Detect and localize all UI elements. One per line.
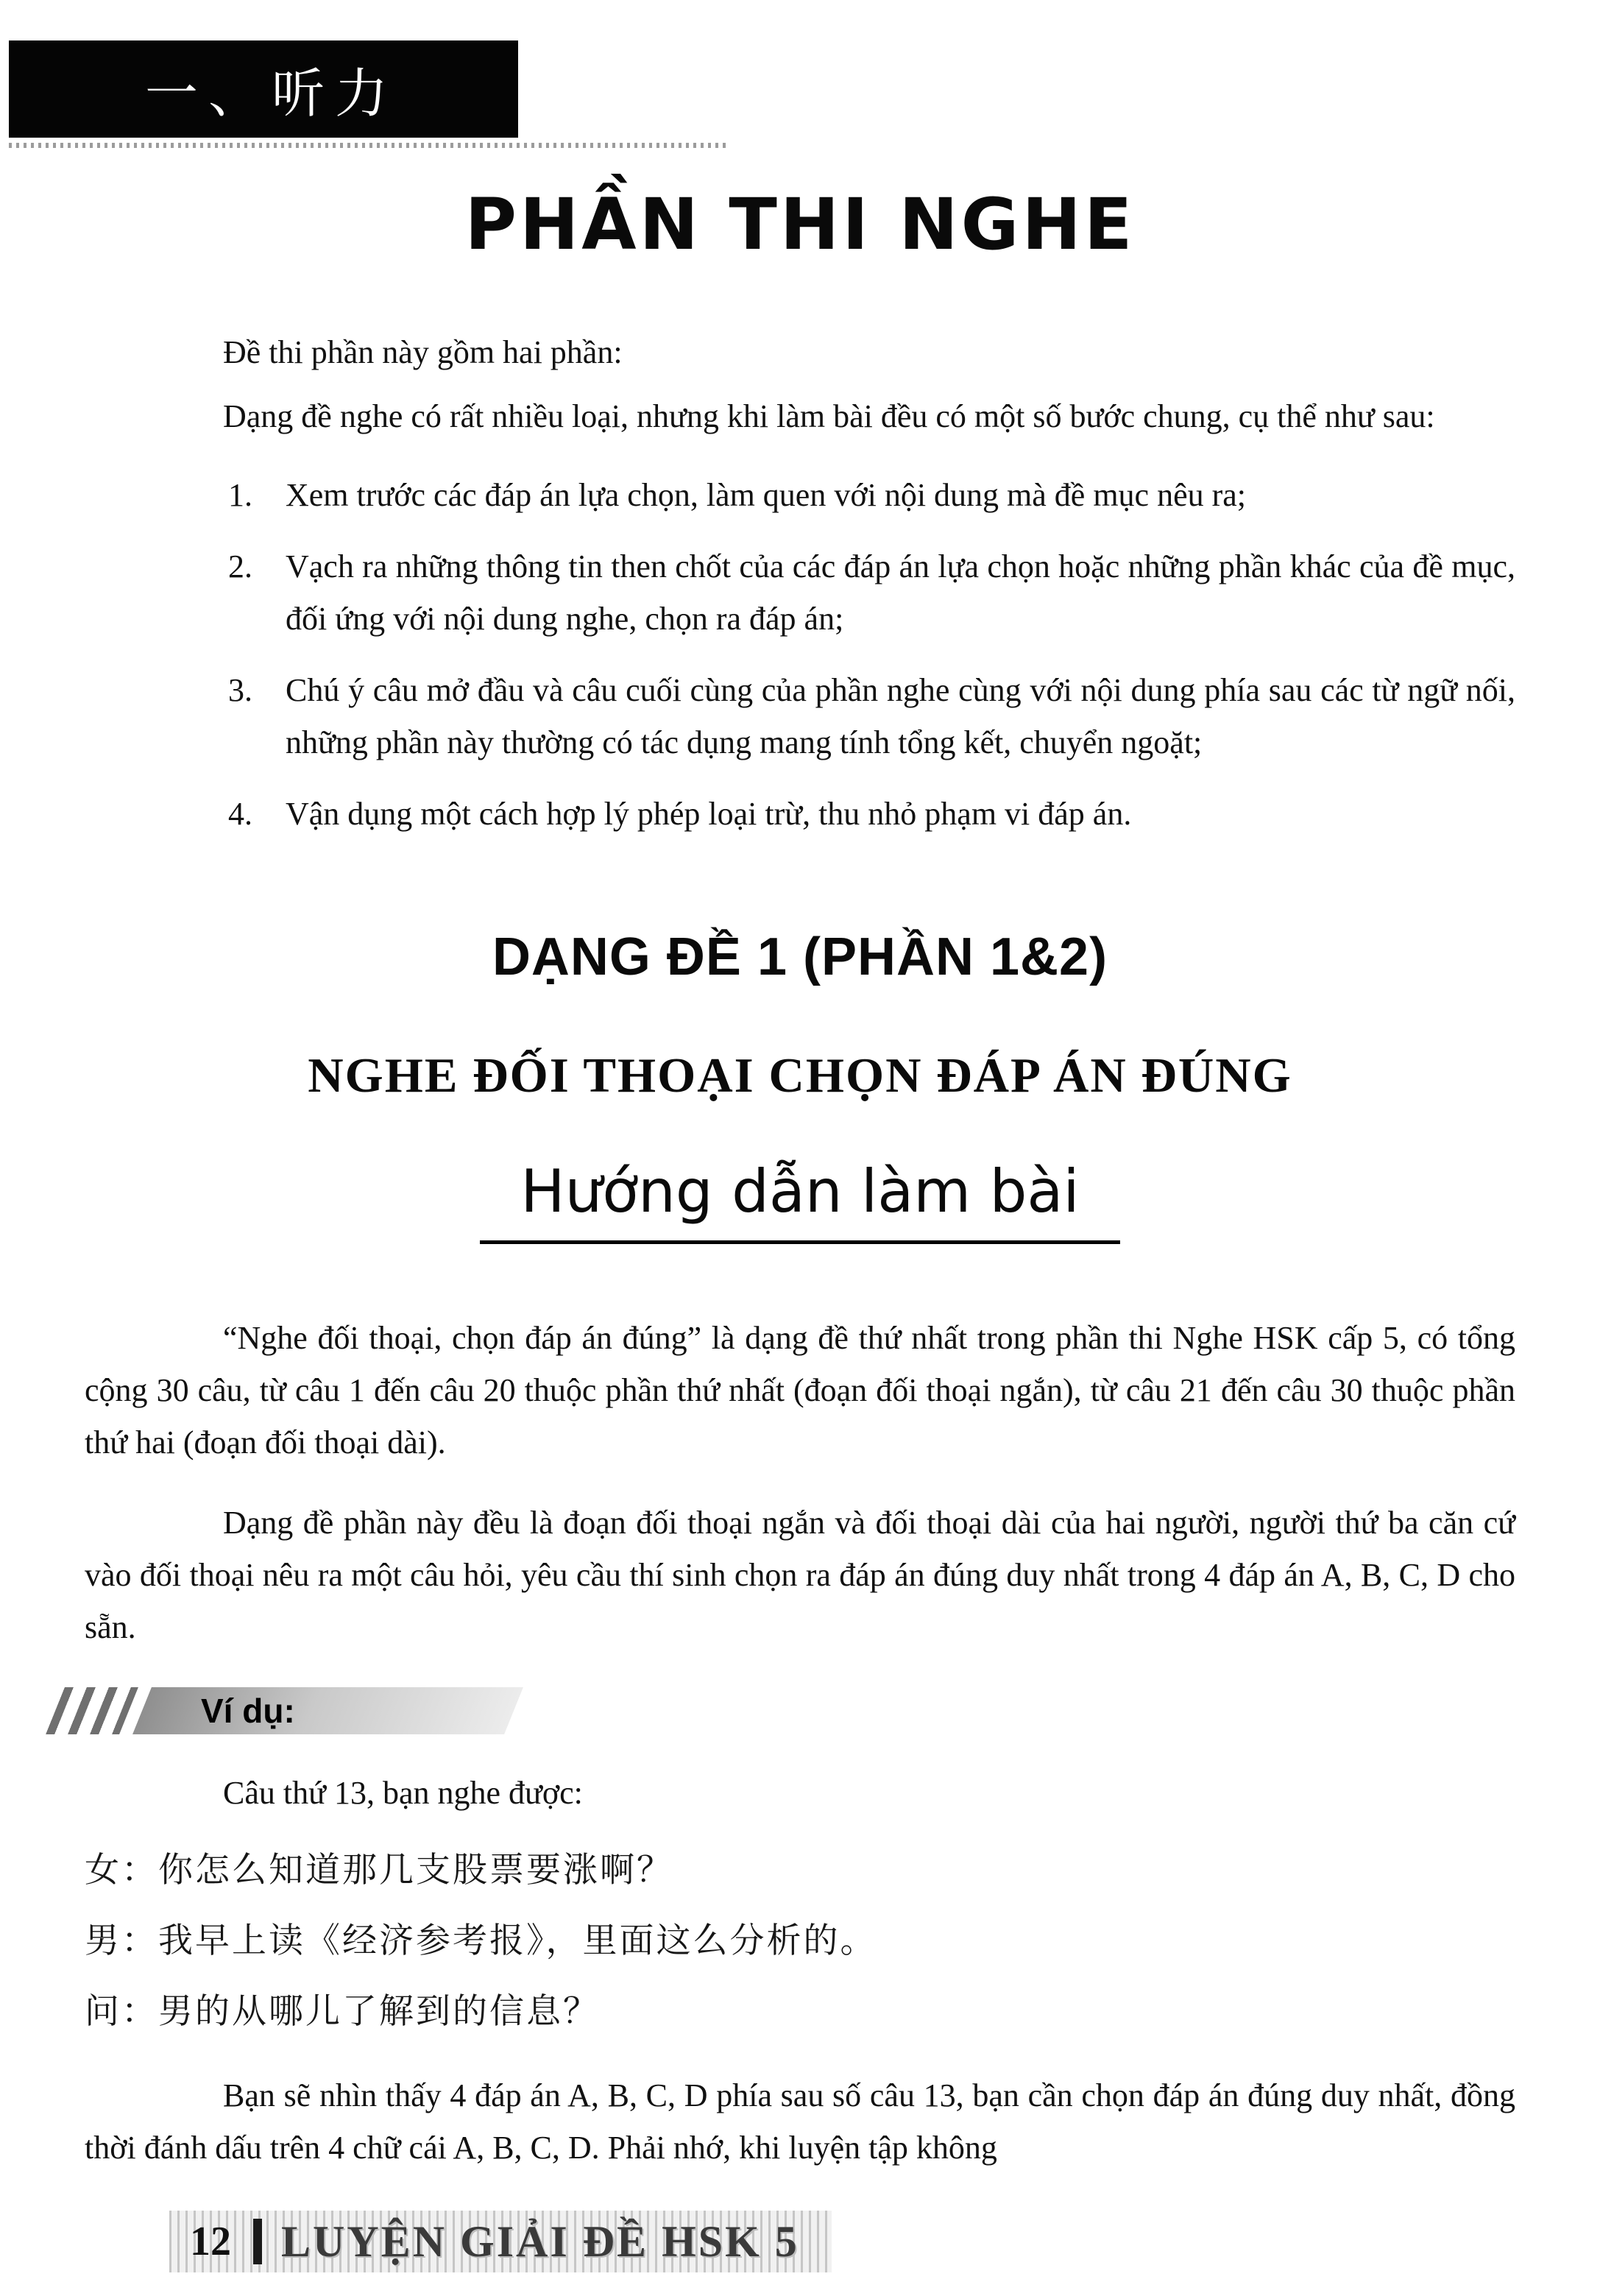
list-item: [228, 664, 1515, 769]
intro-paragraph-2: Dạng đề nghe có rất nhiều loại, nhưng khi làm bài đều có một số bước chung, cụ thể như sau:: [223, 398, 1435, 434]
step-text: Xem trước các đáp án lựa chọn, làm quen với nội dung mà đề mục nêu ra;: [286, 477, 1247, 513]
dotted-rule: [9, 143, 726, 148]
footer-divider: [253, 2219, 262, 2264]
page-content: [0, 326, 1600, 2174]
section-heading-guide-wrap: [85, 1157, 1515, 1244]
example-note: Bạn sẽ nhìn thấy 4 đáp án A, B, C, D phía sau số câu 13, bạn cần chọn đáp án đúng duy nhất, đồng thời đánh dấu trên 4 chữ cái A, B, C, D. Phải nhớ, khi luyện tập không: [85, 2077, 1515, 2166]
body-paragraph-2: Dạng đề phần này đều là đoạn đối thoại ngắn và đối thoại dài của hai người, người thứ ba căn cứ vào đối thoại nêu ra một câu hỏi, yêu cầu thí sinh chọn ra đáp án đúng duy nhất trong 4 đáp án A, B, C, D cho sẵn.: [85, 1505, 1515, 1645]
page-footer: [169, 2211, 832, 2272]
example-label-band: [132, 1687, 523, 1734]
chapter-header-bar: [9, 40, 518, 138]
intro-paragraph-1: Đề thi phần này gồm hai phần:: [223, 334, 623, 370]
step-text: Vận dụng một cách hợp lý phép loại trừ, thu nhỏ phạm vi đáp án.: [286, 796, 1132, 832]
section-heading-name: NGHE ĐỐI THOẠI CHỌN ĐÁP ÁN ĐÚNG: [308, 1048, 1292, 1103]
page-number: 12: [190, 2219, 231, 2264]
step-number: 2.: [228, 548, 252, 584]
steps-list: [228, 469, 1515, 840]
example-dialogue: [85, 1835, 1515, 2047]
diagonal-stripes-decoration: [46, 1687, 138, 1734]
step-text: Chú ý câu mở đầu và câu cuối cùng của phần nghe cùng với nội dung phía sau các từ ngữ nối, những phần này thường có tác dụng mang tính tổng kết, chuyển ngoặt;: [286, 672, 1515, 760]
example-label-row: [55, 1687, 1515, 1734]
body-paragraph-1: “Nghe đối thoại, chọn đáp án đúng” là dạng đề thứ nhất trong phần thi Nghe HSK cấp 5, có tổng cộng 30 câu, từ câu 1 đến câu 20 thuộc phần thứ nhất (đoạn đối thoại ngắn), từ câu 21 đến câu 30 thuộc phần thứ hai (đoạn đối thoại dài).: [85, 1320, 1515, 1460]
list-item: [228, 540, 1515, 645]
list-item: [228, 788, 1515, 840]
step-number: 4.: [228, 796, 252, 832]
step-number: 1.: [228, 477, 252, 513]
chapter-label: 一、听力: [145, 65, 399, 124]
dialogue-line-woman: 女：你怎么知道那几支股票要涨啊？: [85, 1851, 673, 1890]
dialogue-line-man: 男：我早上读《经济参考报》，里面这么分析的。: [85, 1922, 877, 1960]
footer-inner: [169, 2211, 832, 2272]
example-intro: Câu thứ 13, bạn nghe được:: [223, 1775, 583, 1811]
list-item: [228, 469, 1515, 521]
step-number: 3.: [228, 672, 252, 708]
example-label: Ví dụ:: [201, 1692, 295, 1730]
dialogue-line-question: 问：男的从哪儿了解到的信息？: [85, 1993, 600, 2031]
page-title: PHẦN THI NGHE: [464, 183, 1136, 266]
step-text: Vạch ra những thông tin then chốt của các đáp án lựa chọn hoặc những phần khác của đề mục, đối ứng với nội dung nghe, chọn ra đáp án;: [286, 548, 1515, 637]
section-heading-guide: Hướng dẫn làm bài: [480, 1157, 1119, 1244]
section-heading-type: DẠNG ĐỀ 1 (PHẦN 1&2): [492, 928, 1108, 986]
chapter-header-row: [0, 40, 1600, 138]
book-title: LUYỆN GIẢI ĐỀ HSK 5: [281, 2216, 799, 2266]
